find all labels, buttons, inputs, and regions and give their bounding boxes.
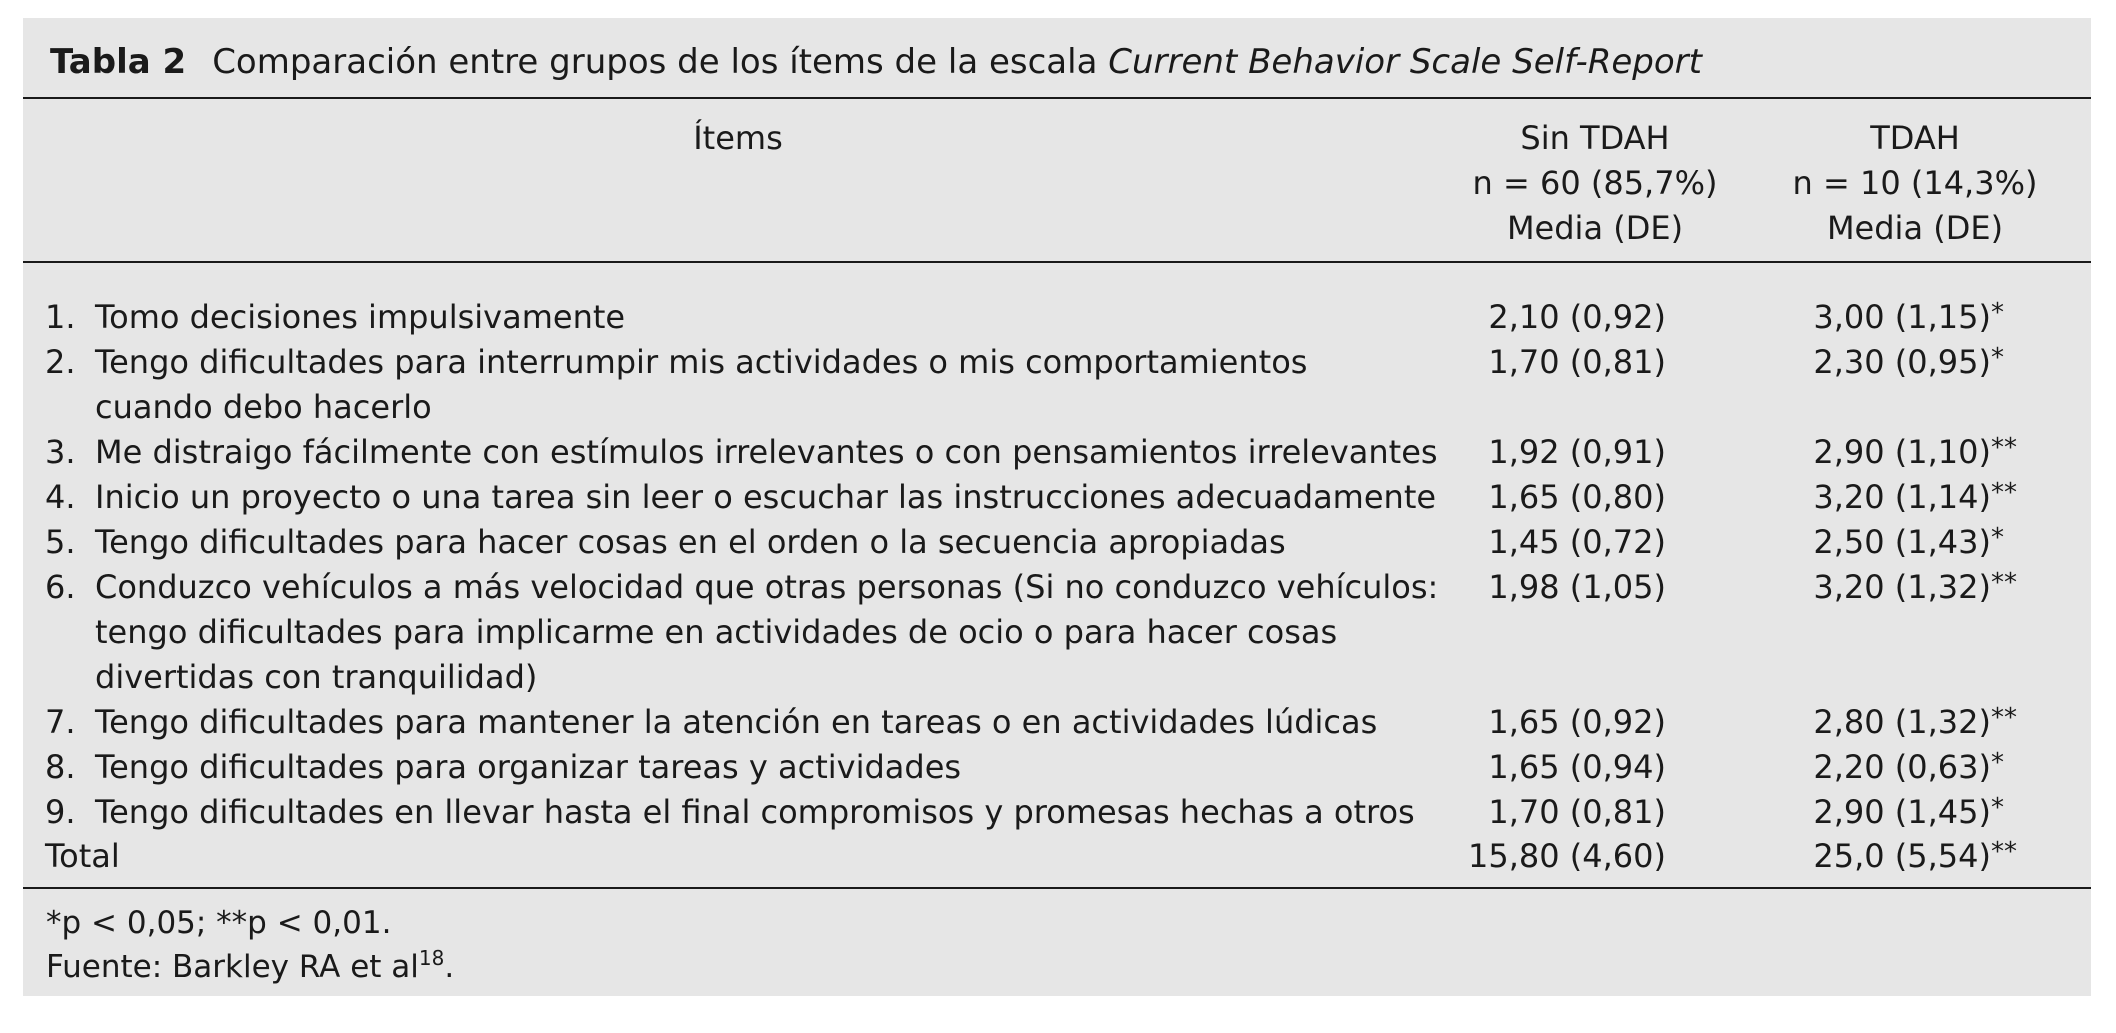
significance-mark: ** (1991, 568, 2017, 598)
item-number: 5. (45, 523, 76, 561)
item-text: Tengo dificultades para interrumpir mis actividades o mis comportamientos cuando debo hacerlo (95, 343, 1308, 426)
item-text: Conduzco vehículos a más velocidad que otras personas (Si no conduzco vehículos: tengo dificultades para implicarme en actividades de ocio o para hacer cosas divertidas con tranquilidad) (95, 568, 1439, 696)
tdah-stat: Media (DE) (1826, 209, 2004, 247)
tdah-value: 3,20 (1,32) ** (1813, 565, 1991, 610)
tdah-n: n = 10 (14,3%) (1792, 164, 2038, 202)
total-label: Total (45, 837, 120, 875)
items-header: Ítems (693, 119, 783, 157)
significance-mark: * (1991, 343, 2004, 373)
sin-tdah-header (1455, 116, 1735, 251)
top-rule (23, 97, 2091, 99)
item-text: Tengo dificultades para mantener la atención en tareas o en actividades lúdicas (95, 703, 1378, 741)
significance-mark: * (1991, 523, 2004, 553)
significance-mark: ** (1991, 837, 2017, 867)
table-container (23, 18, 2091, 996)
tdah-value: 3,00 (1,15) * (1813, 295, 1991, 340)
item-number: 6. (45, 568, 76, 606)
bottom-rule (23, 887, 2091, 889)
sin-tdah-n: n = 60 (85,7%) (1472, 164, 1718, 202)
item-number: 9. (45, 793, 76, 831)
tdah-name: TDAH (1870, 119, 1960, 157)
sin-tdah-value: 1,65 (0,80) (1488, 478, 1666, 516)
scale-name: Current Behavior Scale Self-Report (1108, 42, 1702, 82)
significance-mark: ** (1991, 433, 2017, 463)
sin-tdah-value: 1,70 (0,81) (1488, 793, 1666, 831)
significance-mark: * (1991, 298, 2004, 328)
sin-tdah-stat: Media (DE) (1506, 209, 1684, 247)
item-number: 2. (45, 343, 76, 381)
table-caption (50, 40, 1702, 84)
tdah-value: 2,90 (1,45) * (1813, 790, 1991, 835)
item-text: Me distraigo fácilmente con estímulos irrelevantes o con pensamientos irrelevantes (95, 433, 1438, 471)
item-number: 7. (45, 703, 76, 741)
item-text: Inicio un proyecto o una tarea sin leer o escuchar las instrucciones adecuadamente (95, 478, 1437, 516)
significance-mark: * (1991, 748, 2004, 778)
source-footnote: Fuente: Barkley RA et $al^{18}$. (46, 946, 455, 985)
tdah-value: 2,20 (0,63) * (1813, 745, 1991, 790)
caption-text: Comparación entre grupos de los ítems de la escala (212, 42, 1098, 82)
item-number: 8. (45, 748, 76, 786)
sin-tdah-value: 1,92 (0,91) (1488, 433, 1666, 471)
table-label: Tabla 2 (50, 42, 187, 82)
tdah-value: 2,50 (1,43) * (1813, 520, 1991, 565)
sin-tdah-value: 1,98 (1,05) (1488, 568, 1666, 606)
item-number: 1. (45, 298, 76, 336)
sin-tdah-value: 1,45 (0,72) (1488, 523, 1666, 561)
significance-footnote: *p < 0,05; **p < 0,01. (46, 905, 392, 941)
significance-mark: ** (1991, 478, 2017, 508)
item-text: Tengo dificultades para organizar tareas y actividades (95, 748, 962, 786)
sin-tdah-value: 2,10 (0,92) (1488, 298, 1666, 336)
significance-mark: * (1991, 793, 2004, 823)
header-rule (23, 261, 2091, 263)
sin-tdah-value: 1,70 (0,81) (1488, 343, 1666, 381)
tdah-value: 2,30 (0,95) * (1813, 340, 1991, 385)
sin-tdah-value: 1,65 (0,94) (1488, 748, 1666, 786)
tdah-value: 2,90 (1,10) ** (1813, 430, 1991, 475)
item-text: Tengo dificultades para hacer cosas en el orden o la secuencia apropiadas (95, 523, 1286, 561)
tdah-value: 2,80 (1,32) ** (1813, 700, 1991, 745)
tdah-value: 3,20 (1,14) ** (1813, 475, 1991, 520)
total-tdah-value: 25,0 (5,54) ** (1813, 834, 1991, 879)
item-number: 3. (45, 433, 76, 471)
item-text: Tomo decisiones impulsivamente (95, 298, 626, 336)
sin-tdah-value: 1,65 (0,92) (1488, 703, 1666, 741)
total-sin-tdah-value: 15,80 (4,60) (1468, 837, 1666, 875)
sin-tdah-name: Sin TDAH (1520, 119, 1670, 157)
reference-number: 18 (418, 946, 445, 970)
significance-mark: ** (1991, 703, 2017, 733)
item-number: 4. (45, 478, 76, 516)
item-text: Tengo dificultades en llevar hasta el final compromisos y promesas hechas a otros (95, 793, 1415, 831)
tdah-header (1775, 116, 2055, 251)
